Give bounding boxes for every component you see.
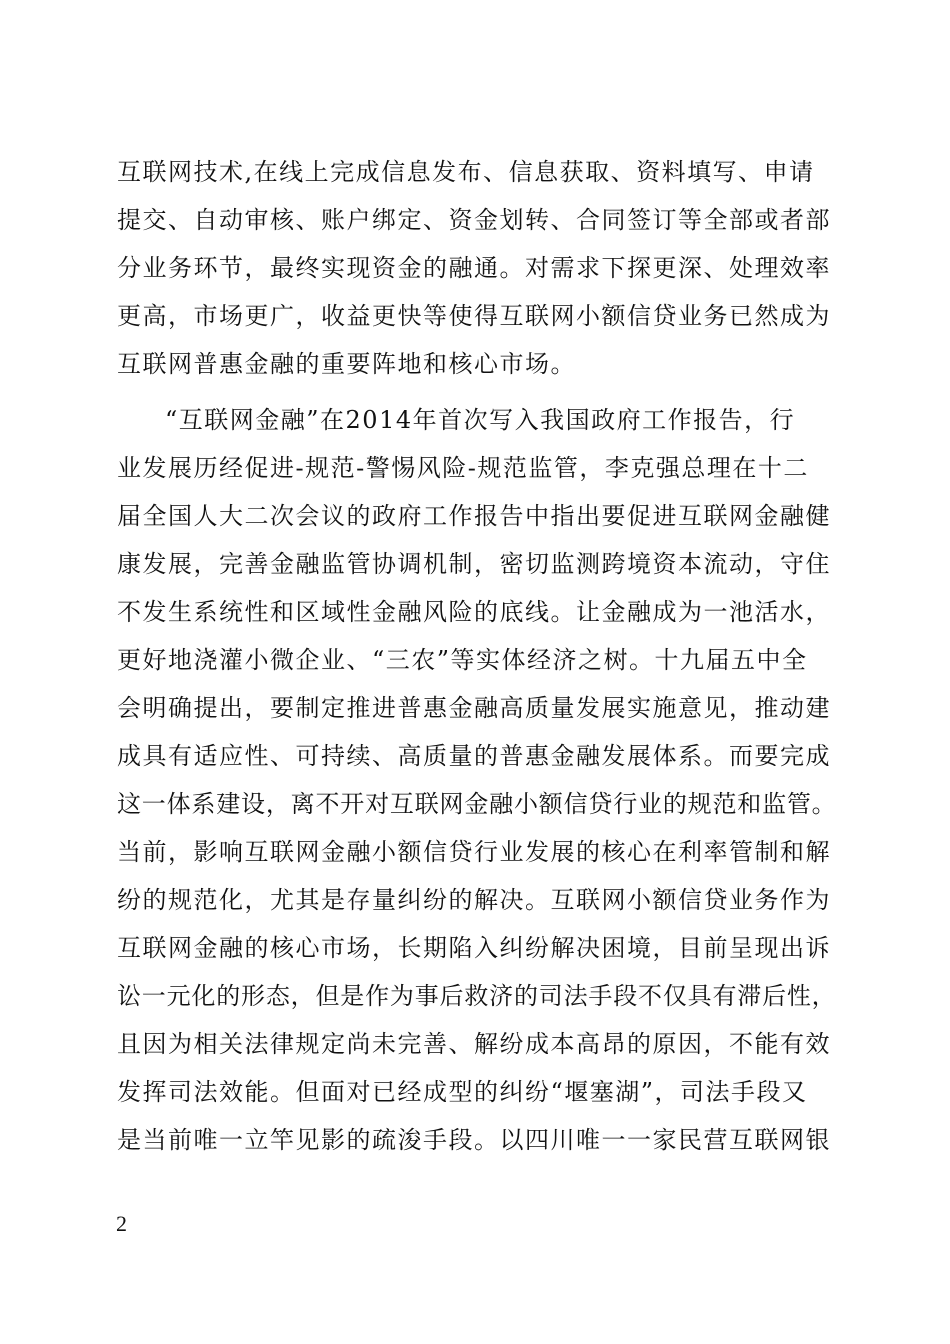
text-line: 互联网技术,在线上完成信息发布、信息获取、资料填写、申请	[117, 158, 815, 186]
text-line: 互联网普惠金融的重要阵地和核心市场。	[117, 350, 576, 378]
text-line: 更好地浇灌小微企业、“三农”等实体经济之树。十九届五中全	[117, 646, 808, 674]
text-line: 分业务环节，最终实现资金的融通。对需求下探更深、处理效率	[117, 254, 831, 282]
text-line: 届全国人大二次会议的政府工作报告中指出要促进互联网金融健	[117, 502, 831, 530]
text-line: 更高，市场更广，收益更快等使得互联网小额信贷业务已然成为	[117, 302, 831, 330]
text-line: 是当前唯一立竿见影的疏浚手段。以四川唯一一家民营互联网银	[117, 1126, 831, 1154]
text-line: 互联网金融的核心市场，长期陷入纠纷解决困境，目前呈现出诉	[117, 934, 831, 962]
text-line: 讼一元化的形态，但是作为事后救济的司法手段不仅具有滞后性，	[117, 982, 837, 1010]
text-line: 且因为相关法律规定尚未完善、解纷成本高昂的原因，不能有效	[117, 1030, 831, 1058]
text-line: 不发生系统性和区域性金融风险的底线。让金融成为一池活水，	[117, 598, 831, 626]
text-line: 康发展，完善金融监管协调机制，密切监测跨境资本流动，守住	[117, 550, 831, 578]
text-line: 当前，影响互联网金融小额信贷行业发展的核心在利率管制和解	[117, 838, 831, 866]
paragraph-first-line: “互联网金融”在2014年首次写入我国政府工作报告，行	[165, 406, 796, 434]
text-line: 纷的规范化，尤其是存量纠纷的解决。互联网小额信贷业务作为	[117, 886, 831, 914]
text-line: 发挥司法效能。但面对已经成型的纠纷“堰塞湖”，司法手段又	[117, 1078, 808, 1106]
text-line: 这一体系建设，离不开对互联网金融小额信贷行业的规范和监管。	[117, 790, 837, 818]
text-line: 提交、自动审核、账户绑定、资金划转、合同签订等全部或者部	[117, 206, 831, 234]
text-line: 会明确提出，要制定推进普惠金融高质量发展实施意见，推动建	[117, 694, 831, 722]
text-line: 业发展历经促进-规范-警惕风险-规范监管，李克强总理在十二	[117, 454, 809, 482]
page-number: 2	[116, 1211, 127, 1236]
text-line: 成具有适应性、可持续、高质量的普惠金融发展体系。而要完成	[117, 742, 831, 770]
